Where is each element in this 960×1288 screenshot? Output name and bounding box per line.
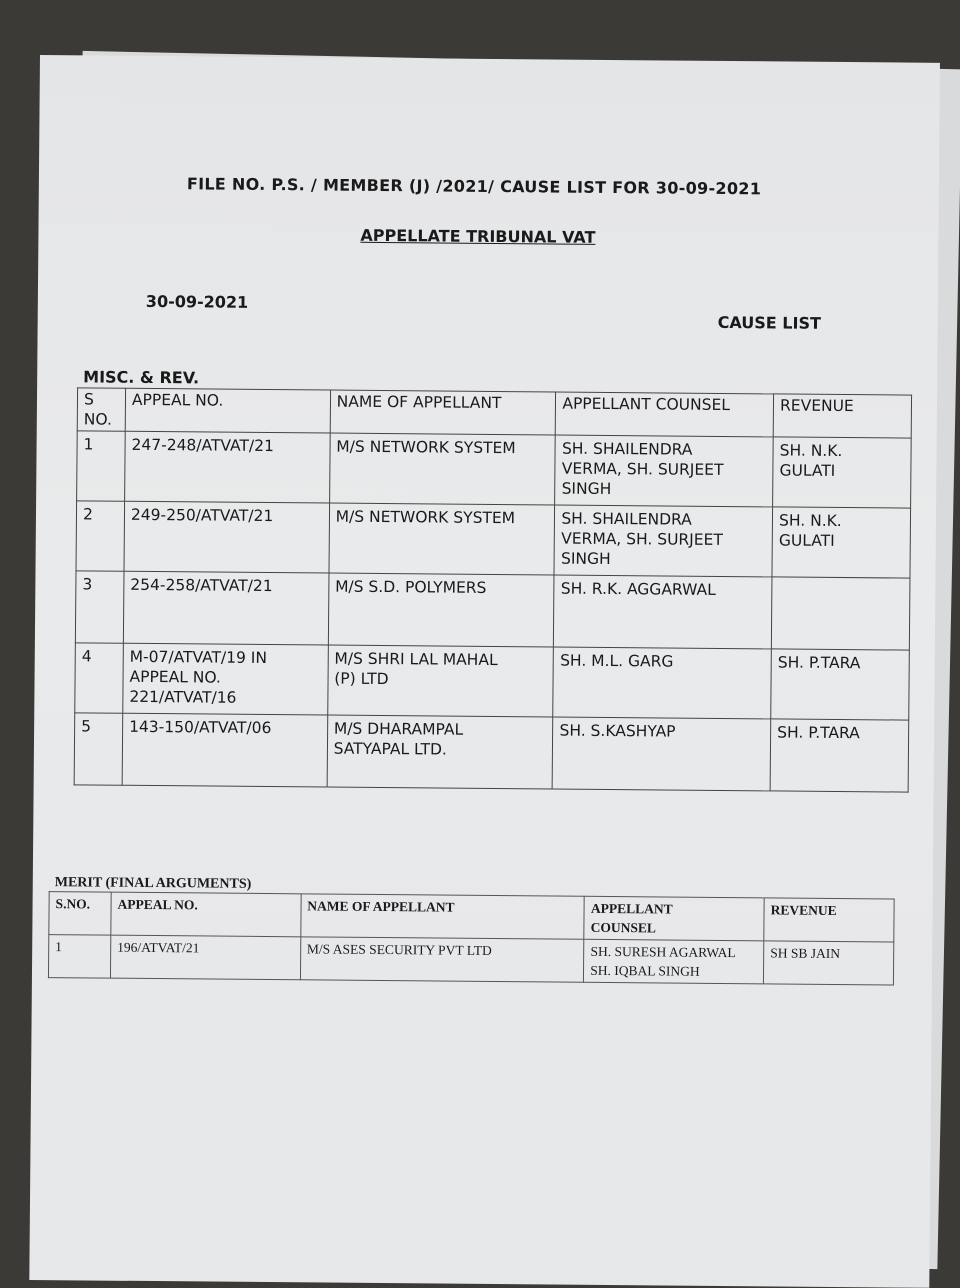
cell-appellant	[327, 645, 553, 717]
cell-sno: 1	[48, 935, 110, 979]
cell-appellant-line: M/S ASES SECURITY PVT LTD	[306, 941, 492, 958]
cell-appeal-no-line: APPEAL NO.	[129, 667, 221, 687]
col-counsel: APPELLANT COUNSEL	[584, 896, 764, 941]
cell-appeal-no	[122, 713, 327, 787]
cell-appeal-no	[124, 501, 329, 573]
cell-appellant-line: M/S S.D. POLYMERS	[335, 577, 487, 597]
cell-revenue-line: SH. N.K.	[779, 441, 843, 461]
cause-list-heading: CAUSE LIST	[717, 312, 822, 333]
cell-appeal-no-line: M-07/ATVAT/19 IN	[129, 647, 268, 668]
misc-section-label: MISC. & REV.	[83, 367, 200, 388]
cell-counsel	[554, 575, 772, 649]
cell-revenue-line: SH. N.K.	[778, 511, 842, 531]
cell-counsel-line: SH. IQBAL SINGH	[590, 962, 700, 979]
cell-counsel	[554, 505, 772, 577]
list-date: 30-09-2021	[145, 291, 249, 312]
col-sno: S NO.	[77, 388, 125, 431]
cell-appellant	[300, 937, 584, 982]
col-appeal-no: APPEAL NO.	[111, 892, 301, 937]
cell-counsel	[584, 939, 764, 984]
cell-revenue-line: GULATI	[778, 531, 835, 550]
cell-revenue	[772, 507, 910, 578]
cell-appeal-no-line: 221/ATVAT/16	[129, 687, 237, 707]
cell-counsel-line: SH. M.L. GARG	[560, 651, 674, 671]
cell-appellant	[327, 715, 553, 789]
cell-counsel-line: SH. R.K. AGGARWAL	[560, 579, 716, 599]
cell-appeal-no	[110, 935, 300, 980]
cell-sno: 4	[75, 643, 124, 713]
misc-table-header	[77, 388, 911, 438]
tribunal-title: APPELLATE TRIBUNAL VAT	[360, 225, 596, 247]
cell-counsel	[553, 647, 771, 719]
table-row	[76, 501, 911, 578]
cell-appeal-no-line: 143-150/ATVAT/06	[129, 717, 272, 738]
cell-appellant-line: SATYAPAL LTD.	[333, 739, 447, 759]
cell-sno: 5	[74, 713, 123, 785]
cell-revenue-line: GULATI	[779, 461, 836, 480]
cell-appellant	[328, 573, 554, 647]
table-row	[48, 935, 893, 985]
cell-appellant	[329, 433, 555, 505]
cell-appellant-line: M/S DHARAMPAL	[333, 719, 464, 739]
table-row	[74, 713, 909, 792]
cell-counsel-line: SINGH	[560, 549, 611, 568]
table-row	[75, 571, 910, 650]
cell-appeal-no-line: 249-250/ATVAT/21	[130, 505, 274, 526]
cell-revenue	[771, 649, 909, 720]
cell-sno: 2	[76, 501, 125, 571]
cell-appeal-no-line: 196/ATVAT/21	[117, 939, 200, 956]
col-revenue: REVENUE	[773, 394, 911, 438]
table-row	[77, 431, 912, 508]
cell-appellant-line: M/S SHRI LAL MAHAL	[334, 649, 498, 670]
document-page	[29, 55, 940, 1288]
col-appellant: NAME OF APPELLANT	[330, 390, 556, 435]
cell-counsel-line: SH. SHAILENDRA	[561, 439, 693, 459]
table-row	[75, 643, 910, 720]
cell-revenue-line: SH SB JAIN	[770, 945, 841, 962]
cell-appeal-no	[123, 571, 328, 645]
cell-counsel-line: SINGH	[561, 479, 612, 499]
cell-sno: 3	[75, 571, 124, 643]
col-counsel: APPELLANT COUNSEL	[556, 392, 774, 437]
col-sno: S.NO.	[49, 892, 111, 936]
cell-appeal-no-line: 247-248/ATVAT/21	[131, 435, 274, 456]
misc-table	[74, 387, 912, 792]
merit-section-label: MERIT (FINAL ARGUMENTS)	[54, 875, 252, 892]
col-revenue: REVENUE	[764, 898, 894, 942]
cell-appellant-line: M/S NETWORK SYSTEM	[335, 507, 516, 528]
cell-appellant-line: M/S NETWORK SYSTEM	[336, 437, 516, 458]
cell-counsel-line: SH. S.KASHYAP	[559, 721, 676, 741]
merit-table-header	[49, 892, 894, 942]
cell-counsel-line: SH. SHAILENDRA	[561, 509, 692, 529]
cell-revenue	[773, 437, 911, 508]
cell-appeal-no	[123, 643, 328, 715]
cell-appellant	[329, 503, 555, 575]
cell-counsel	[555, 435, 773, 507]
merit-table	[48, 891, 895, 985]
cell-appellant-line: (P) LTD	[334, 669, 389, 689]
cell-revenue-line: SH. P.TARA	[777, 723, 860, 743]
file-title: FILE NO. P.S. / MEMBER (J) /2021/ CAUSE LIST FOR 30-09-2021	[186, 174, 762, 199]
cell-appeal-no	[125, 431, 330, 503]
cell-revenue	[764, 941, 894, 985]
col-appellant: NAME OF APPELLANT	[301, 894, 585, 939]
cell-sno: 1	[77, 431, 126, 501]
cell-counsel	[553, 717, 771, 791]
cell-counsel-line: VERMA, SH. SURJEET	[561, 459, 724, 479]
cell-appeal-no-line: 254-258/ATVAT/21	[130, 575, 273, 596]
cell-counsel-line: VERMA, SH. SURJEET	[561, 529, 723, 549]
cell-counsel-line: SH. SURESH AGARWAL	[590, 943, 736, 961]
cell-revenue	[771, 577, 910, 650]
cell-revenue	[770, 719, 909, 792]
cell-revenue-line: SH. P.TARA	[777, 653, 861, 673]
cell-revenue-line	[779, 580, 904, 581]
col-appeal-no: APPEAL NO.	[125, 388, 330, 433]
